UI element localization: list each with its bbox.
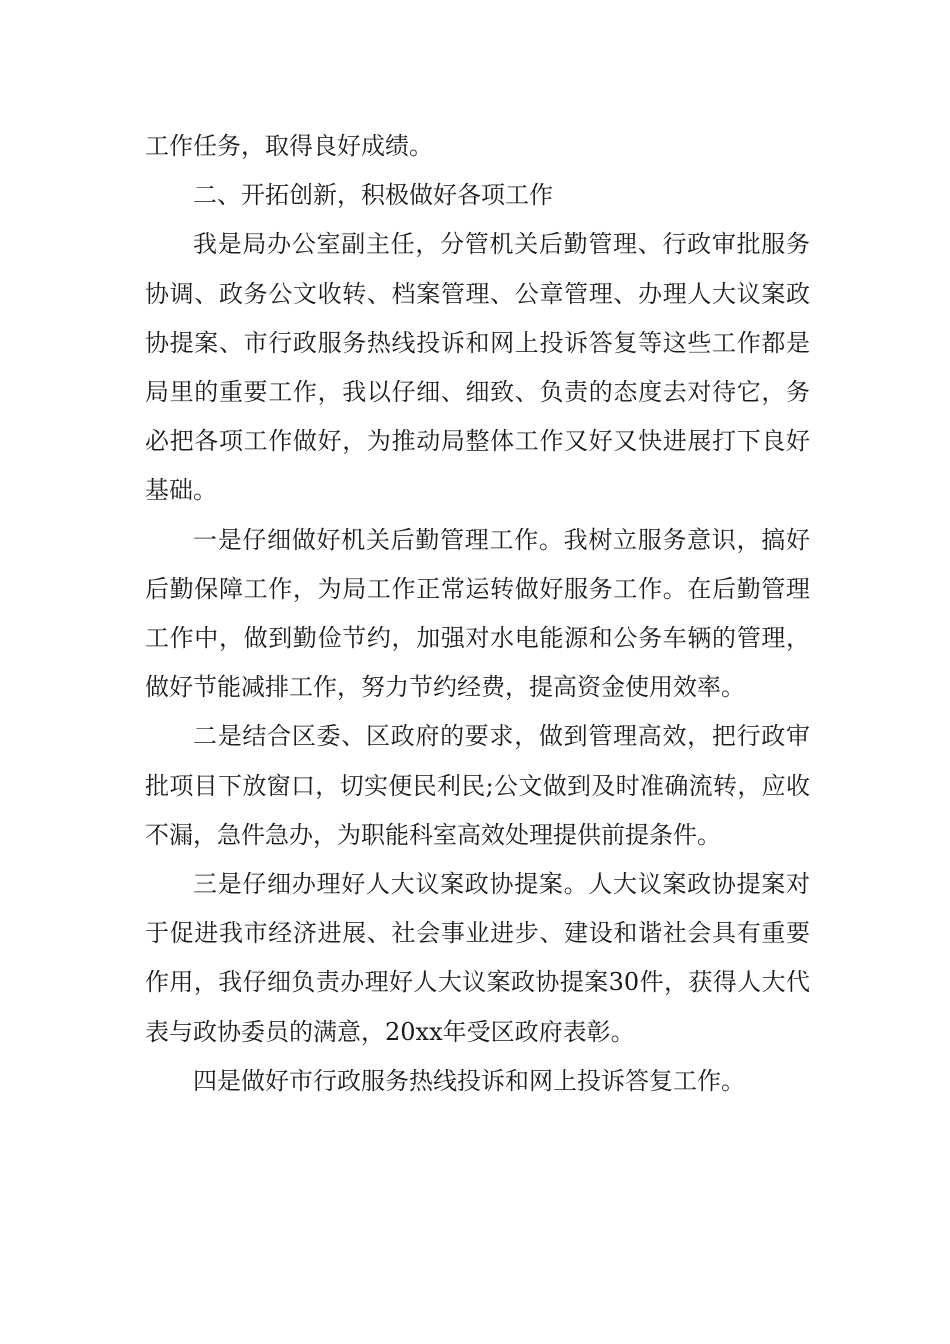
paragraph-item-1: 一是仔细做好机关后勤管理工作。我树立服务意识，搞好后勤保障工作，为局工作正常运转做好服务工作。在后勤管理工作中，做到勤俭节约，加强对水电能源和公务车辆的管理，做好节能减排工作，努力节约经费，提高资金使用效率。	[145, 525, 810, 702]
document-body	[145, 122, 810, 1106]
paragraph-item-2: 二是结合区委、区政府的要求，做到管理高效，把行政审批项目下放窗口，切实便民利民;公文做到及时准确流转，应收不漏，急件急办，为职能科室高效处理提供前提条件。	[145, 722, 810, 849]
section-heading: 二、开拓创新，积极做好各项工作	[193, 181, 553, 210]
paragraph-continuation: 工作任务，取得良好成绩。	[145, 132, 433, 160]
paragraph-item-4: 四是做好市行政服务热线投诉和网上投诉答复工作。	[193, 1066, 745, 1095]
paragraph-intro: 我是局办公室副主任，分管机关后勤管理、行政审批服务协调、政务公文收转、档案管理、公章管理、办理人大议案政协提案、市行政服务热线投诉和网上投诉答复等这些工作都是局里的重要工作，我以仔细、细致、负责的态度去对待它，务必把各项工作做好，为推动局整体工作又好又快进展打下良好基础。	[145, 230, 810, 505]
paragraph-item-3: 三是仔细办理好人大议案政协提案。人大议案政协提案对于促进我市经济进展、社会事业进步、建设和谐社会具有重要作用，我仔细负责办理好人大议案政协提案30件，获得人大代表与政协委员的满意，20xx年受区政府表彰。	[145, 870, 810, 1046]
